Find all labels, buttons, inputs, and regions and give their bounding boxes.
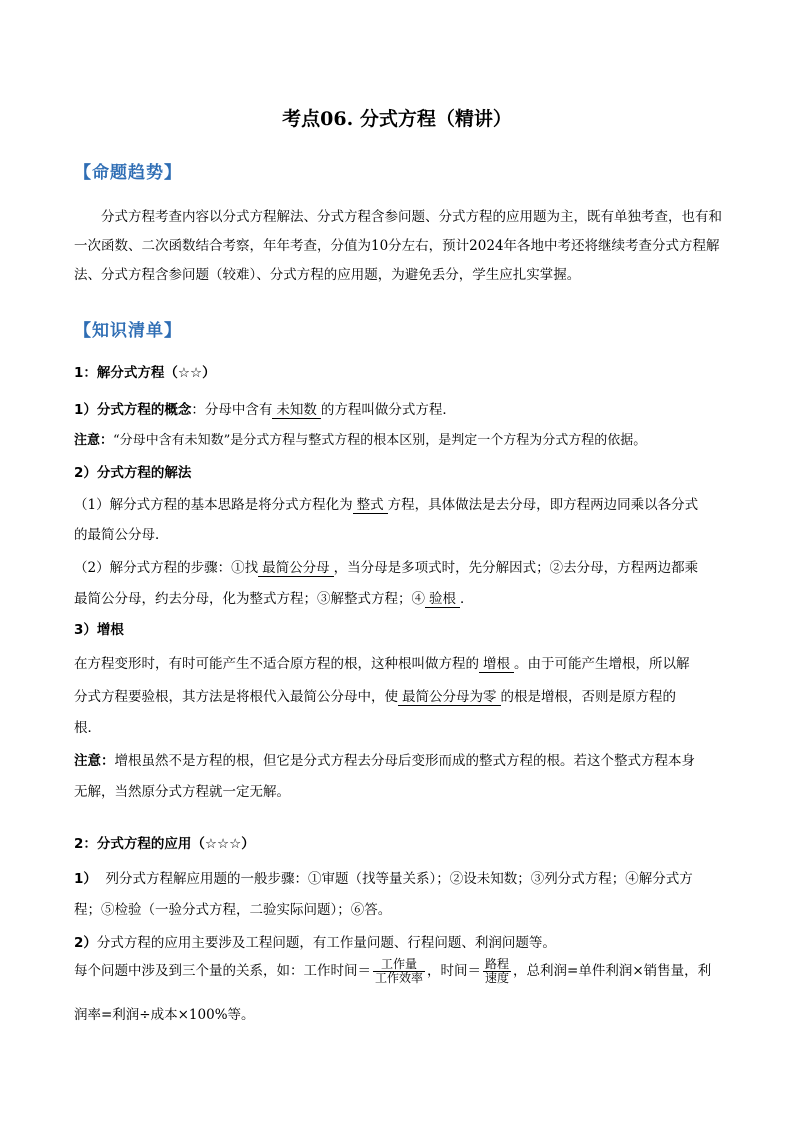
- section-heading-knowledge: 【知识清单】: [74, 321, 182, 341]
- app-step-label: 1）: [74, 871, 97, 887]
- app-scope-label: 2）: [74, 935, 97, 951]
- steps-line-1: [74, 556, 724, 577]
- note-label: 注意：: [74, 433, 114, 448]
- note-line-3: 无解，当然原分式方程就一定无解。: [74, 784, 290, 800]
- blank-unknown: 未知数: [272, 402, 321, 419]
- extraneous-text-b: 。由于可能产生增根，所以解: [514, 656, 690, 672]
- concept-text-a: ：分母中含有: [191, 402, 273, 418]
- app-text-a: 列分式方程解应用题的一般步骤：①审题（找等量关系）；②设未知数；③列分式方程；④解分式方: [105, 871, 693, 887]
- blank-extraneous-root: 增根: [479, 656, 514, 673]
- blank-lcd: 最简公分母: [258, 560, 334, 577]
- section-heading-trend: 【命题趋势】: [74, 163, 182, 183]
- note-line-1: [74, 429, 724, 448]
- method-heading: 2）分式方程的解法: [74, 465, 192, 481]
- extraneous-line-1: [74, 652, 724, 673]
- blank-integral: 整式: [353, 497, 388, 514]
- method-line-2: 的最简公分母．: [74, 527, 169, 543]
- note-line-2: [74, 749, 724, 769]
- fraction-denominator: 工作效率: [375, 971, 424, 985]
- concept-line: [74, 398, 724, 419]
- trend-paragraph: 分式方程考查内容以分式方程解法、分式方程含参问题、分式方程的应用题为主，既有单独考查，也有和一次函数、二次函数结合考察，年年考查，分值为10分左右，预计2024年各地中考还将继续考查分式方程解法、分式方程含参问题（较难）、分式方程的应用题，为避免丢分，学生应扎实掌握。: [74, 209, 722, 283]
- app-scope-text: 分式方程的应用主要涉及工程问题，有工作量问题、行程问题、利润问题等。: [96, 935, 556, 951]
- app-line-2: 程；⑤检验（一验分式方程，二验实际问题）；⑥答。: [74, 902, 392, 918]
- fraction-numerator: 路程: [485, 957, 510, 971]
- steps-text-d: ．: [460, 591, 474, 607]
- extraneous-text-c: 分式方程要验根，其方法是将根代入最简公分母中，使: [74, 689, 398, 705]
- subsection-application: 2：分式方程的应用（☆☆☆）: [74, 836, 255, 852]
- app-line-4: [74, 958, 724, 985]
- fraction-numerator: 工作量: [373, 958, 425, 972]
- extraneous-line-2: [74, 685, 724, 706]
- note-text: “分母中含有未知数”是分式方程与整式方程的根本区别，是判定一个方程为分式方程的依据。: [113, 433, 647, 448]
- fraction-time: [483, 958, 511, 985]
- fraction-denominator: 速度: [485, 971, 510, 985]
- method-line-1: [74, 493, 724, 514]
- app-line-1: [74, 867, 724, 887]
- steps-line-2: [74, 587, 724, 608]
- page-title: 考点06. 分式方程（精讲）: [282, 108, 512, 130]
- relation-text-b: ，时间＝: [427, 963, 482, 979]
- relation-text-a: 每个问题中涉及到三个量的关系，如：工作时间＝: [74, 963, 371, 979]
- app-line-3: [74, 931, 724, 951]
- note2-label: 注意：: [74, 753, 115, 769]
- extraneous-text-a: 在方程变形时，有时可能产生不适合原方程的根，这种根叫做方程的: [74, 656, 479, 672]
- steps-text-a: （2）解分式方程的步骤：①找: [74, 560, 259, 576]
- method-text-b: 方程，具体做法是去分母，即方程两边同乘以各分式: [387, 497, 699, 513]
- note2-text-a: 增根虽然不是方程的根，但它是分式方程去分母后变形而成的整式方程的根。若这个整式方程本身: [114, 753, 695, 769]
- blank-lcd-zero: 最简公分母为零: [398, 689, 501, 706]
- extraneous-text-d: 的根是增根，否则是原方程的: [500, 689, 676, 705]
- extraneous-heading: 3）增根: [74, 622, 124, 638]
- app-line-5: 润率=利润÷成本×100%等。: [74, 1007, 255, 1023]
- steps-text-c: 最简公分母，约去分母，化为整式方程；③解整式方程；④: [74, 591, 425, 607]
- blank-check-root: 验根: [425, 591, 460, 608]
- extraneous-line-3: 根．: [74, 720, 101, 736]
- method-text-a: （1）解分式方程的基本思路是将分式方程化为: [74, 497, 353, 513]
- relation-text-c: ，总利润=单件利润×销售量，利: [513, 963, 712, 979]
- concept-label: 1）分式方程的概念: [74, 402, 192, 418]
- subsection-solve: 1：解分式方程（☆☆）: [74, 365, 216, 381]
- fraction-work-time: [373, 958, 425, 985]
- steps-text-b: ，当分母是多项式时，先分解因式；②去分母，方程两边都乘: [333, 560, 699, 576]
- concept-text-b: 的方程叫做分式方程．: [320, 402, 456, 418]
